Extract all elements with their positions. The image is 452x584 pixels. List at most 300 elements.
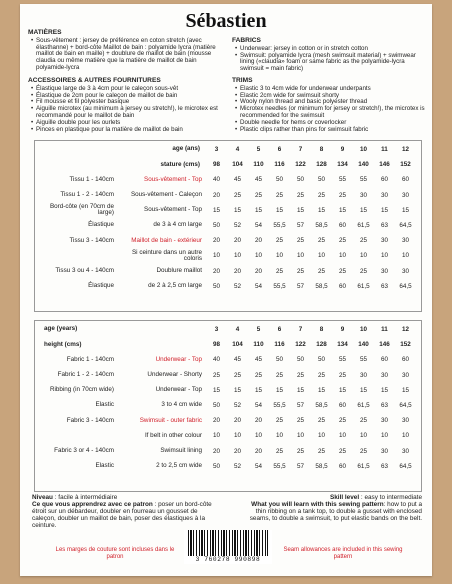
fabric-label: Tissu 3 ou 4 - 140cm (55, 266, 114, 274)
yardage-cell: 61,5 (357, 222, 370, 230)
fabric-label (34, 248, 116, 263)
trims-section-en (232, 78, 426, 133)
stature-row (34, 337, 416, 352)
stature-cell: 134 (337, 341, 348, 349)
yardage-cell: 25 (296, 267, 304, 275)
seam-note-en: Seam allowances are included in this sewing pattern (283, 547, 403, 560)
stature-cell: 116 (274, 341, 285, 349)
yardage-cell: 30 (380, 371, 388, 379)
yardage-cell: 25 (275, 447, 283, 455)
trims-item: • Elastic 3 to 4cm wide for underwear underpants (236, 86, 426, 93)
yardage-cell: 63 (380, 222, 388, 230)
skill-level-label: Skill level (329, 494, 360, 501)
yardage-cell: 52 (233, 402, 241, 410)
yardage-cell: 60 (338, 282, 346, 290)
yardage-cell: 54 (254, 282, 262, 290)
age-cell: 6 (277, 146, 282, 154)
usage-description: Underwear - Top (155, 386, 202, 394)
yardage-cell: 45 (254, 176, 262, 184)
yardage-cell: 50 (296, 176, 304, 184)
usage-description: Swimsuit lining (160, 446, 202, 454)
supplies-item: • Aiguille double pour les ourlets (32, 120, 224, 127)
yardage-cell: 25 (296, 371, 304, 379)
yardage-cell: 55,5 (273, 402, 286, 410)
fabric-label: Fabric 3 - 140cm (66, 416, 114, 424)
yardage-cell: 60 (338, 402, 346, 410)
yardage-cell: 15 (401, 206, 409, 214)
yardage-cell: 30 (401, 267, 409, 275)
yardage-cell: 64,5 (399, 462, 412, 470)
materials-heading-fr: MATIÈRES (28, 29, 62, 36)
yardage-cell: 25 (317, 237, 325, 245)
yardage-cell: 52 (233, 462, 241, 470)
stature-cell: 134 (337, 161, 348, 169)
yardage-cell: 64,5 (399, 222, 412, 230)
pattern-title: Sébastien (185, 10, 267, 32)
barcode-number: 3 760278 990898 (195, 556, 261, 563)
yardage-cell: 61,5 (357, 282, 370, 290)
yardage-cell: 10 (338, 432, 346, 440)
usage-description: If belt in other colour (144, 431, 202, 439)
learn-en (240, 501, 422, 522)
yardage-cell: 15 (275, 206, 283, 214)
supplies-item: • Aiguille microtex (au minimum à jersey ou stretch!), le microtex est recommandé pour le maillot de bain (32, 106, 224, 120)
supplies-section-fr (28, 78, 224, 133)
age-row (34, 142, 416, 157)
age-cell: 3 (214, 146, 219, 154)
trims-item: • Elastic 2cm wide for swimsuit shorty (236, 93, 426, 100)
yardage-cell: 50 (275, 176, 283, 184)
stature-cell: 146 (379, 161, 390, 169)
usage-description: de 2 à 2,5 cm large (148, 282, 202, 290)
learn-text: : poser un bord-côte étroit sur un débardeur, doubler en fourreau un gousset de caleçon, doubler un maillot de bain, poser des élastiques à la ceinture. (32, 501, 212, 529)
supplies-item: • Pinces en plastique pour la matière de maillot de bain (32, 127, 224, 134)
yardage-cell: 25 (338, 447, 346, 455)
yardage-cell: 25 (338, 371, 346, 379)
yardage-cell: 45 (233, 176, 241, 184)
yardage-cell: 10 (275, 432, 283, 440)
stature-row (34, 157, 416, 172)
age-cell: 6 (277, 326, 282, 334)
yardage-cell: 30 (359, 191, 367, 199)
yardage-row (34, 188, 416, 203)
usage-description: Maillot de bain - extérieur (131, 236, 202, 244)
yardage-cell: 10 (212, 252, 220, 260)
yardage-cell: 50 (317, 356, 325, 364)
yardage-cell: 30 (380, 191, 388, 199)
age-cell: 3 (214, 326, 219, 334)
fabric-label: Tissu 3 - 140cm (69, 236, 114, 244)
yardage-row (34, 398, 416, 413)
yardage-cell: 30 (359, 371, 367, 379)
yardage-cell: 20 (212, 447, 220, 455)
yardage-row (34, 444, 416, 459)
usage-description: Sous-vêtement - Caleçon (130, 190, 202, 198)
yardage-cell: 10 (380, 252, 388, 260)
yardage-cell: 10 (380, 432, 388, 440)
yardage-cell: 15 (212, 206, 220, 214)
yardage-cell: 15 (233, 206, 241, 214)
yardage-cell: 25 (338, 267, 346, 275)
skill-level-en (240, 494, 422, 501)
yardage-cell: 10 (233, 432, 241, 440)
yardage-cell: 55 (338, 356, 346, 364)
materials-list-fr (28, 38, 224, 72)
yardage-cell: 25 (275, 237, 283, 245)
yardage-cell: 15 (254, 386, 262, 394)
yardage-cell: 25 (275, 267, 283, 275)
yardage-row (34, 368, 416, 383)
yardage-cell: 30 (401, 447, 409, 455)
yardage-cell: 64,5 (399, 282, 412, 290)
yardage-cell: 15 (338, 386, 346, 394)
yardage-cell: 30 (380, 267, 388, 275)
yardage-cell: 15 (296, 386, 304, 394)
yardage-cell: 20 (254, 237, 262, 245)
yardage-cell: 58,5 (315, 222, 328, 230)
usage-description: Swimsuit - outer fabric (139, 416, 202, 424)
fabric-label: Fabric 3 or 4 - 140cm (54, 446, 114, 454)
fabric-label (34, 428, 116, 443)
barcode (184, 530, 272, 564)
trims-list-en (232, 86, 426, 134)
yardage-cell: 60 (338, 462, 346, 470)
age-cell: 8 (319, 146, 324, 154)
yardage-cell: 10 (296, 252, 304, 260)
yardage-cell: 15 (338, 206, 346, 214)
fabrics-heading-en: FABRICS (232, 37, 261, 44)
stature-cell: 104 (232, 161, 243, 169)
yardage-cell: 15 (233, 386, 241, 394)
info-fr (32, 494, 212, 529)
fabric-label: Ribbing (in 70cm wide) (49, 386, 114, 394)
yardage-cell: 25 (275, 191, 283, 199)
stature-label: stature (cms) (160, 160, 200, 168)
fabric-label: Bord-côte (en 70cm de large) (49, 202, 114, 217)
age-row (34, 322, 416, 337)
stature-cell: 122 (295, 161, 306, 169)
yardage-cell: 25 (317, 417, 325, 425)
usage-description: Underwear - Top (155, 355, 202, 363)
supplies-heading-fr: ACCESSOIRES & AUTRES FOURNITURES (28, 77, 161, 84)
yardage-row (34, 248, 416, 263)
fabric-label: Élastique (88, 221, 114, 229)
yardage-table-fr (34, 142, 416, 294)
yardage-cell: 55 (359, 176, 367, 184)
supplies-item: • Élastique de 2cm pour le caleçon de maillot de bain (32, 93, 224, 100)
stature-cell: 98 (212, 161, 220, 169)
trims-item: • Wooly nylon thread and basic polyester thread (236, 99, 426, 106)
yardage-cell: 25 (338, 191, 346, 199)
trims-item: • Double needle for hems or coverlocker (236, 120, 426, 127)
yardage-cell: 25 (317, 371, 325, 379)
yardage-row (34, 172, 416, 187)
trims-item: • Plastic clips rather than pins for swimsuit fabric (236, 127, 426, 134)
stature-cell: 152 (400, 341, 411, 349)
yardage-cell: 25 (317, 191, 325, 199)
yardage-cell: 10 (359, 252, 367, 260)
fabrics-item: • Swimsuit: polyamide lycra (mesh swimsuit material) + swimwear lining («claudia» foam or same fabric as the polyamide-lycra swimsuit = main fabric) (236, 53, 426, 73)
yardage-cell: 25 (317, 267, 325, 275)
barcode-bars (188, 530, 268, 556)
fabric-label: Tissu 1 - 140cm (69, 175, 114, 183)
yardage-row (34, 352, 416, 367)
yardage-cell: 10 (401, 252, 409, 260)
age-cell: 4 (235, 146, 240, 154)
yardage-cell: 10 (254, 252, 262, 260)
supplies-item: • Fil mousse et fil polyester basique (32, 99, 224, 106)
age-cell: 10 (359, 146, 367, 154)
yardage-cell: 20 (233, 447, 241, 455)
fabric-label: Elastic (95, 462, 114, 470)
yardage-cell: 55,5 (273, 282, 286, 290)
yardage-cell: 15 (380, 206, 388, 214)
yardage-cell: 10 (401, 432, 409, 440)
materials-item: • Sous-vêtement : jersey de préférence en coton stretch (avec élasthanne) + bord-côte Maillot de bain : polyamide lycra (matière maillot de bain en maille) + doublure de maillot de bain (mousse claudia ou même matière que la matière de maillot de bain polyamide-lycra (32, 38, 224, 72)
fabrics-list-en (232, 46, 426, 73)
learn-label: Ce que vous apprendrez avec ce patron (32, 501, 153, 508)
stature-cell: 98 (212, 341, 220, 349)
yardage-row (34, 413, 416, 428)
materials-section-fr (28, 30, 224, 72)
yardage-row (34, 218, 416, 233)
yardage-cell: 45 (254, 356, 262, 364)
yardage-cell: 30 (380, 237, 388, 245)
yardage-cell: 50 (212, 282, 220, 290)
learn-label: What you will learn with this sewing pattern (251, 501, 384, 508)
age-cell: 5 (256, 146, 261, 154)
yardage-cell: 15 (317, 386, 325, 394)
yardage-cell: 25 (338, 237, 346, 245)
yardage-cell: 55,5 (273, 222, 286, 230)
age-cell: 5 (256, 326, 261, 334)
yardage-cell: 58,5 (315, 282, 328, 290)
yardage-cell: 57 (296, 462, 304, 470)
yardage-cell: 25 (233, 371, 241, 379)
yardage-cell: 63 (380, 282, 388, 290)
yardage-cell: 58,5 (315, 402, 328, 410)
pattern-back-cover (20, 4, 432, 576)
yardage-row (34, 264, 416, 279)
yardage-table-en (34, 322, 416, 474)
stature-cell: 128 (316, 161, 327, 169)
fabric-label: Fabric 1 - 2 - 140cm (57, 370, 114, 378)
yardage-cell: 25 (359, 417, 367, 425)
yardage-cell: 25 (275, 371, 283, 379)
yardage-cell: 15 (359, 206, 367, 214)
yardage-cell: 25 (359, 267, 367, 275)
yardage-cell: 54 (254, 462, 262, 470)
yardage-cell: 55 (338, 176, 346, 184)
fabric-label: Fabric 1 - 140cm (66, 355, 114, 363)
yardage-cell: 30 (401, 417, 409, 425)
yardage-cell: 15 (296, 206, 304, 214)
stature-cell: 140 (358, 341, 369, 349)
age-label: age (years) (44, 325, 78, 333)
yardage-cell: 30 (401, 237, 409, 245)
yardage-cell: 55 (359, 356, 367, 364)
yardage-cell: 20 (254, 447, 262, 455)
yardage-cell: 20 (212, 267, 220, 275)
yardage-cell: 50 (212, 462, 220, 470)
yardage-cell: 54 (254, 222, 262, 230)
yardage-cell: 15 (401, 386, 409, 394)
yardage-cell: 25 (296, 191, 304, 199)
yardage-cell: 54 (254, 402, 262, 410)
yardage-cell: 60 (401, 356, 409, 364)
yardage-cell: 40 (212, 176, 220, 184)
yardage-cell: 25 (359, 447, 367, 455)
yardage-cell: 10 (212, 432, 220, 440)
yardage-cell: 10 (338, 252, 346, 260)
seam-note-fr: Les marges de couture sont incluses dans le patron (55, 547, 175, 560)
yardage-cell: 10 (359, 432, 367, 440)
yardage-cell: 10 (296, 432, 304, 440)
yardage-cell: 30 (380, 417, 388, 425)
yardage-cell: 20 (212, 191, 220, 199)
yardage-cell: 25 (254, 191, 262, 199)
yardage-cell: 40 (212, 356, 220, 364)
usage-description: 3 to 4 cm wide (161, 401, 202, 409)
yardage-cell: 57 (296, 402, 304, 410)
stature-cell: 110 (253, 161, 264, 169)
learn-text: : how to put a thin ribbing on a tank top, to double a gusset with enclosed seams, to double a swimsuit, to put elastic bands on the belt. (249, 501, 422, 522)
yardage-cell: 50 (296, 356, 304, 364)
yardage-cell: 57 (296, 222, 304, 230)
age-cell: 8 (319, 326, 324, 334)
yardage-cell: 25 (359, 237, 367, 245)
yardage-cell: 10 (254, 432, 262, 440)
yardage-cell: 63 (380, 402, 388, 410)
yardage-cell: 25 (296, 237, 304, 245)
yardage-cell: 61,5 (357, 462, 370, 470)
yardage-cell: 55,5 (273, 462, 286, 470)
age-cell: 10 (359, 326, 367, 334)
yardage-cell: 15 (254, 206, 262, 214)
yardage-cell: 25 (296, 447, 304, 455)
yardage-cell: 60 (338, 222, 346, 230)
yardage-row (34, 428, 416, 443)
yardage-row (34, 233, 416, 248)
stature-cell: 116 (274, 161, 285, 169)
age-cell: 9 (340, 146, 345, 154)
stature-cell: 110 (253, 341, 264, 349)
stature-cell: 104 (232, 341, 243, 349)
yardage-cell: 10 (233, 252, 241, 260)
yardage-row (34, 203, 416, 218)
info-en (240, 494, 422, 522)
yardage-cell: 15 (212, 386, 220, 394)
yardage-cell: 25 (254, 371, 262, 379)
yardage-cell: 20 (212, 417, 220, 425)
yardage-cell: 30 (401, 191, 409, 199)
yardage-cell: 61,5 (357, 402, 370, 410)
yardage-cell: 30 (380, 447, 388, 455)
learn-fr (32, 501, 212, 529)
yardage-cell: 25 (233, 191, 241, 199)
yardage-cell: 25 (317, 447, 325, 455)
yardage-cell: 20 (254, 267, 262, 275)
age-cell: 4 (235, 326, 240, 334)
usage-description: Doublure maillot (156, 266, 202, 274)
stature-cell: 146 (379, 341, 390, 349)
skill-level-value: : easy to intermediate (359, 494, 422, 501)
yardage-cell: 63 (380, 462, 388, 470)
yardage-cell: 15 (317, 206, 325, 214)
fabric-label: Elastic (95, 401, 114, 409)
yardage-cell: 20 (233, 417, 241, 425)
yardage-cell: 57 (296, 282, 304, 290)
usage-description: Si ceinture dans un autre coloris (131, 248, 202, 262)
stature-cell: 140 (358, 161, 369, 169)
supplies-list-fr (28, 86, 224, 134)
yardage-cell: 10 (317, 432, 325, 440)
age-cell: 12 (401, 326, 409, 334)
skill-level-fr (32, 494, 212, 501)
yardage-cell: 10 (317, 252, 325, 260)
usage-description: Sous-vêtement - Top (144, 206, 202, 214)
yardage-cell: 15 (359, 386, 367, 394)
yardage-cell: 60 (380, 176, 388, 184)
age-cell: 11 (381, 146, 388, 154)
usage-description: de 3 à 4 cm large (153, 221, 202, 229)
stature-cell: 122 (295, 341, 306, 349)
trims-heading-en: TRIMS (232, 77, 253, 84)
yardage-cell: 58,5 (315, 462, 328, 470)
yardage-cell: 50 (212, 222, 220, 230)
yardage-cell: 45 (233, 356, 241, 364)
age-cell: 7 (298, 326, 303, 334)
yardage-cell: 50 (275, 356, 283, 364)
usage-description: Sous-vêtement - Top (144, 175, 202, 183)
yardage-cell: 25 (275, 417, 283, 425)
yardage-cell: 20 (212, 237, 220, 245)
age-cell: 11 (381, 326, 388, 334)
stature-label: height (cms) (44, 340, 82, 348)
yardage-cell: 25 (338, 417, 346, 425)
age-label: age (ans) (172, 145, 200, 153)
fabric-label: Tissu 1 - 2 - 140cm (60, 190, 114, 198)
usage-description: Underwear - Shorty (147, 370, 202, 378)
skill-level-value: : facile à intermédiaire (52, 494, 118, 501)
yardage-cell: 52 (233, 282, 241, 290)
yardage-cell: 25 (296, 417, 304, 425)
yardage-cell: 52 (233, 222, 241, 230)
yardage-cell: 20 (233, 237, 241, 245)
age-cell: 12 (401, 146, 409, 154)
supplies-item: • Élastique large de 3 à 4cm pour le caleçon sous-vêt (32, 86, 224, 93)
stature-cell: 128 (316, 341, 327, 349)
yardage-cell: 64,5 (399, 402, 412, 410)
yardage-cell: 30 (401, 371, 409, 379)
yardage-cell: 20 (254, 417, 262, 425)
stature-cell: 152 (400, 161, 411, 169)
yardage-row (34, 459, 416, 474)
yardage-row (34, 279, 416, 294)
yardage-cell: 60 (401, 176, 409, 184)
yardage-cell: 60 (380, 356, 388, 364)
fabric-label: Élastique (88, 282, 114, 290)
age-cell: 7 (298, 146, 303, 154)
yardage-row (34, 383, 416, 398)
fabrics-item: • Underwear: jersey in cotton or in stretch cotton (236, 46, 426, 53)
fabrics-section-en (232, 38, 426, 73)
yardage-cell: 50 (212, 402, 220, 410)
yardage-cell: 15 (275, 386, 283, 394)
yardage-cell: 50 (317, 176, 325, 184)
trims-item: • Microtex needles (or minimum for jersey or stretch!), the microtex is recommended for the swimsuit (236, 106, 426, 120)
skill-level-label: Niveau (32, 494, 53, 501)
